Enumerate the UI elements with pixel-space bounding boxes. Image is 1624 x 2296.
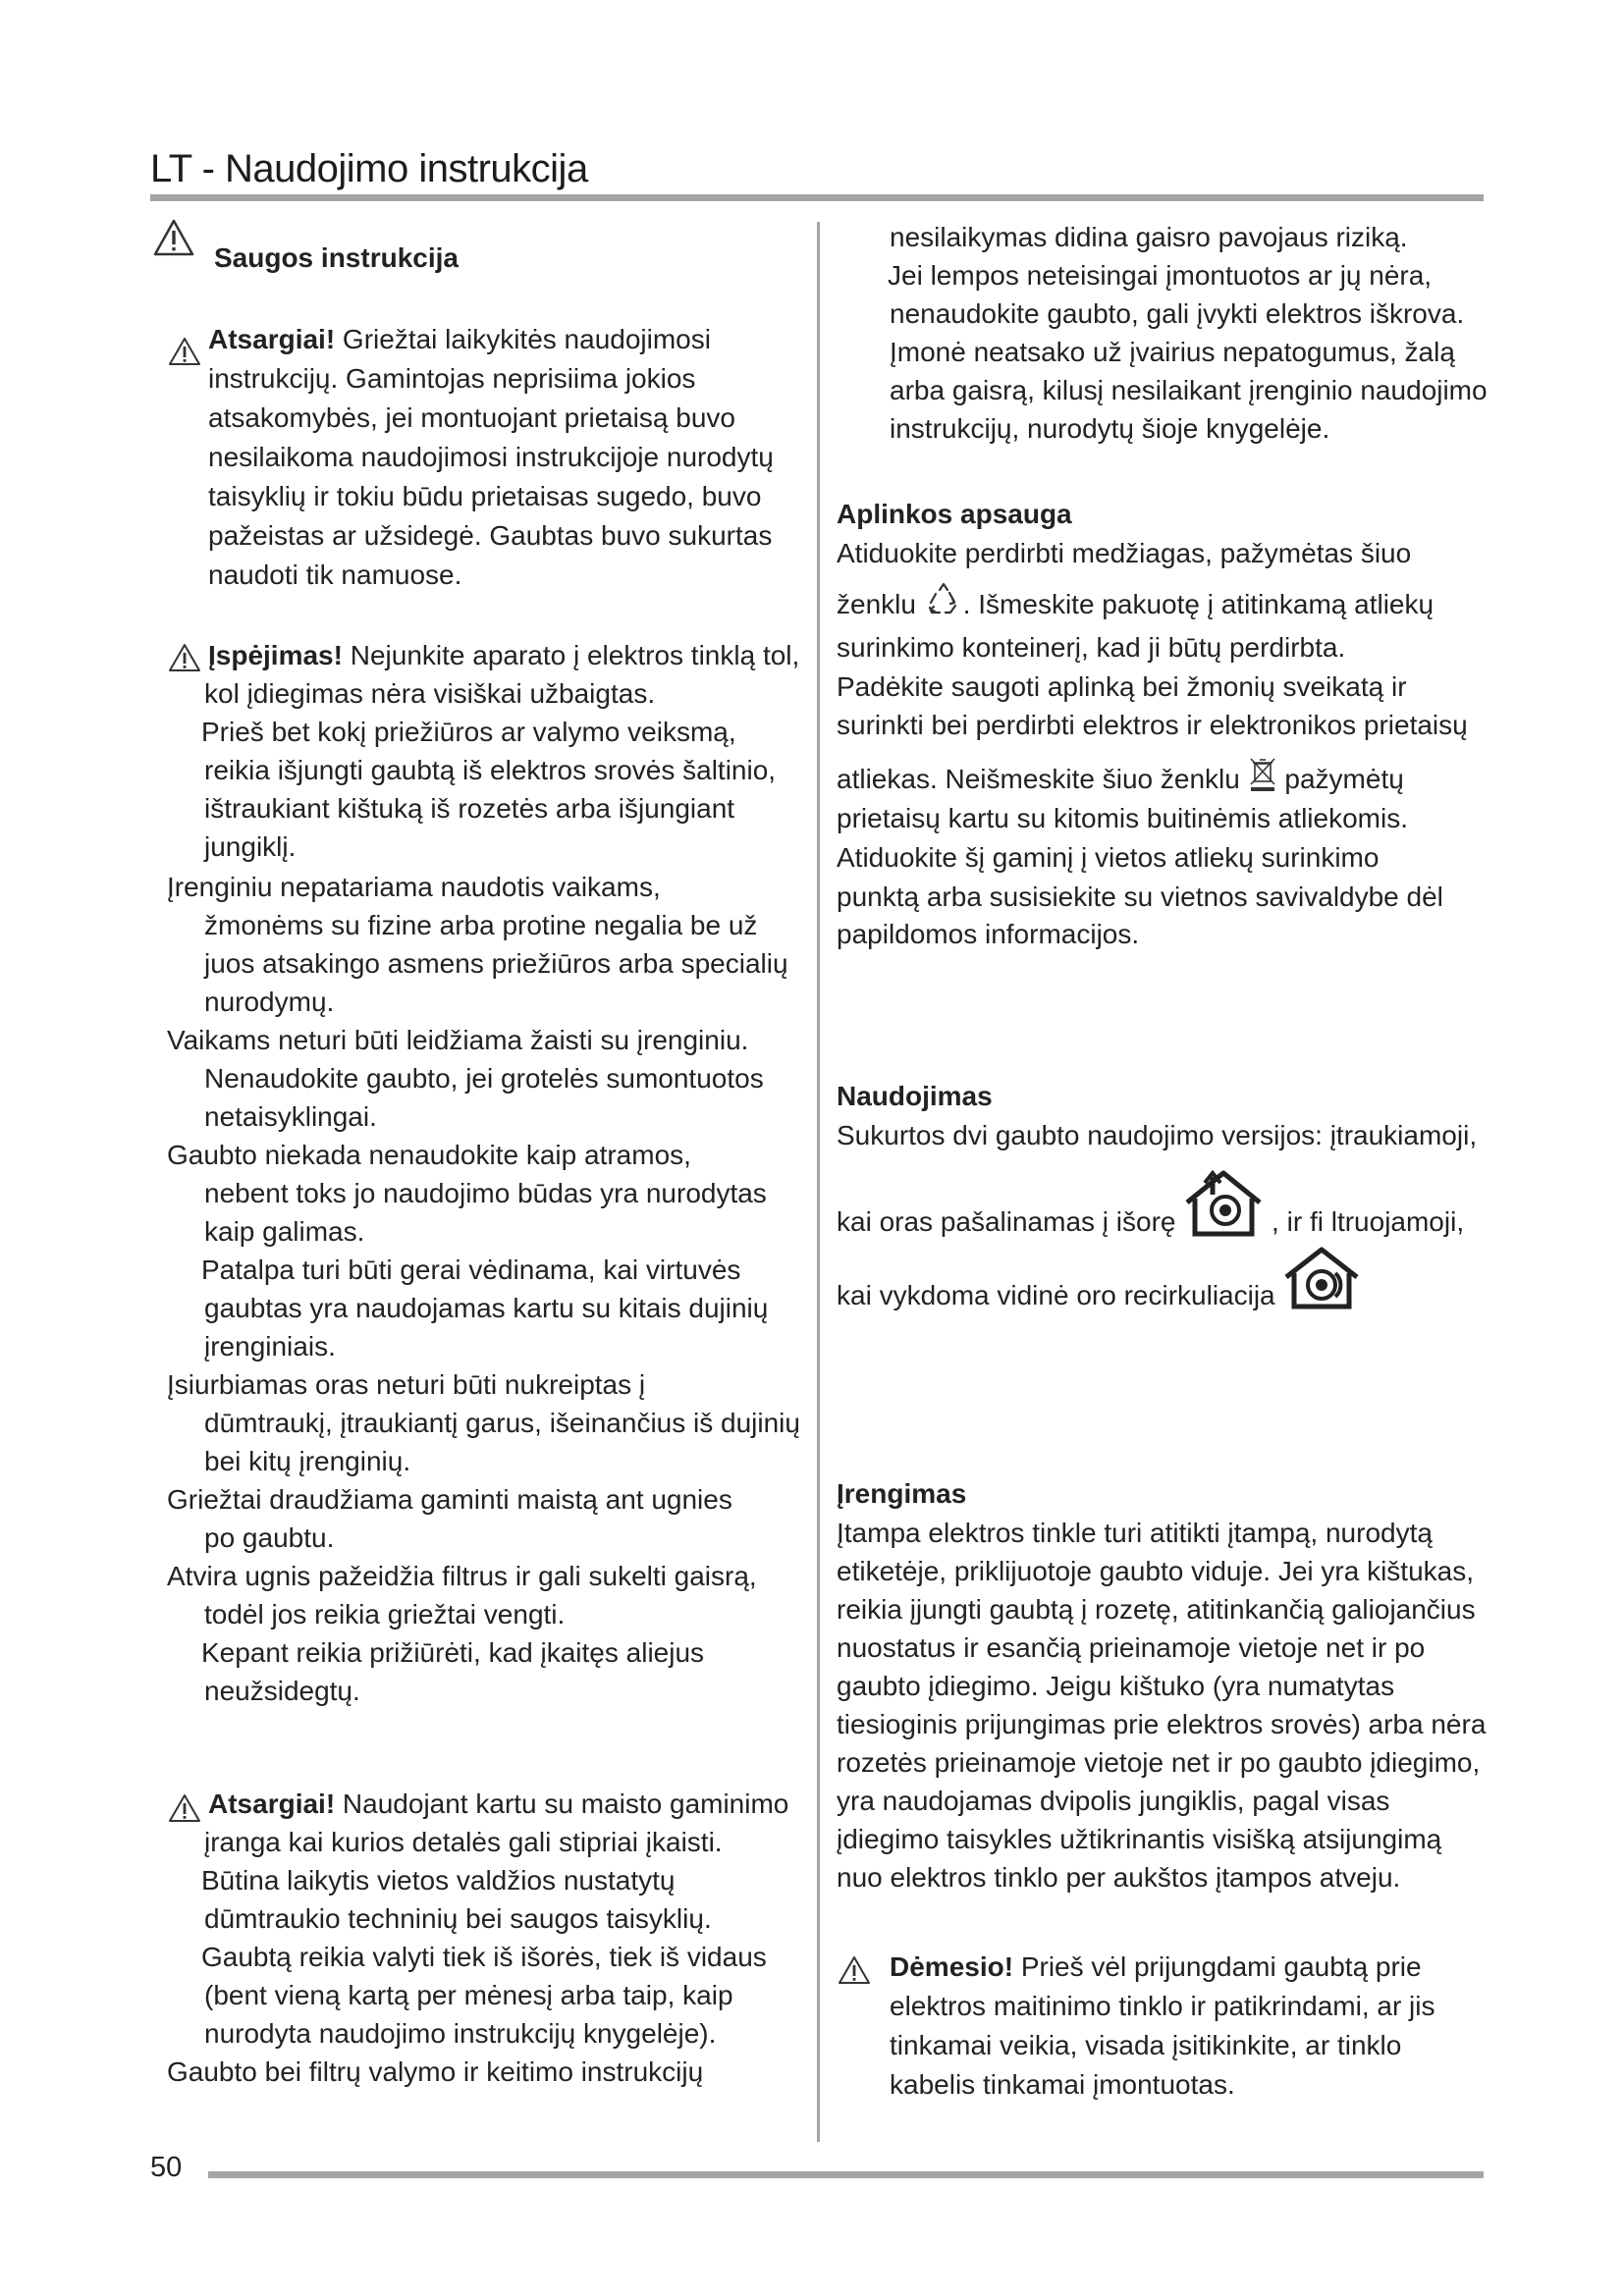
text-line: įrenginiais. — [204, 1331, 336, 1362]
text-line: jungiklį. — [204, 831, 297, 862]
warning-triangle-icon — [167, 1792, 202, 1824]
text-line: Padėkite saugoti aplinką bei žmonių sveikatą ir — [837, 671, 1407, 702]
text-line: Prieš bet kokį priežiūros ar valymo veiksmą, — [201, 717, 736, 747]
usage-line-recirculation: kai vykdoma vidinė oro recirkuliacija — [837, 1276, 1361, 1315]
text-line: Įmonė neatsako už įvairius nepatogumus, žalą — [890, 337, 1455, 367]
text-line: Atvira ugnis pažeidžia filtrus ir gali sukelti gaisrą, — [167, 1561, 757, 1591]
text-line: Būtina laikytis vietos valdžios nustatytų — [201, 1865, 676, 1896]
text-line: atsakomybės, jei montuojant prietaisą buvo — [208, 402, 735, 433]
text-line: todėl jos reikia griežtai vengti. — [204, 1599, 566, 1629]
text-line: etiketėje, priklijuotoje gaubto viduje. Jei yra kištukas, — [837, 1556, 1475, 1586]
recirculation-mode-icon — [1282, 1244, 1361, 1312]
text-line: punktą arba susisiekite su vietnos savivaldybe dėl — [837, 881, 1443, 912]
caution-label: Atsargiai! — [208, 324, 336, 354]
page-number: 50 — [150, 2152, 183, 2183]
warning-label: Įspėjimas! — [208, 640, 343, 670]
usage-heading: Naudojimas — [837, 1081, 993, 1111]
extraction-mode-icon — [1183, 1167, 1264, 1238]
header-rule — [150, 194, 1484, 201]
text-line: Jei lempos neteisingai įmontuotos ar jų nėra, — [888, 260, 1433, 291]
env-line-with-weee-icon: atliekas. Neišmeskite šiuo ženklu pažymėtų — [837, 760, 1404, 799]
text-line: Atiduokite šį gaminį į vietos atliekų surinkimo — [837, 842, 1380, 873]
text-line: nuo elektros tinklo per aukštos įtampos atveju. — [837, 1862, 1401, 1893]
text-line: (bent vieną kartą per mėnesį arba taip, kaip — [204, 1980, 733, 2010]
text-line: kabelis tinkamai įmontuotas. — [890, 2069, 1235, 2100]
text-line: reikia išjungti gaubtą iš elektros srovės šaltinio, — [204, 755, 777, 785]
environment-heading: Aplinkos apsauga — [837, 499, 1072, 529]
text-line: juos atsakingo asmens priežiūros arba specialių — [204, 948, 788, 979]
text-line: Įsiurbiamas oras neturi būti nukreiptas į — [167, 1369, 646, 1400]
footer-rule — [208, 2171, 1484, 2178]
text-line: nenaudokite gaubto, gali įvykti elektros iškrova. — [890, 298, 1465, 329]
warning-triangle-icon — [837, 1954, 872, 1986]
text-line: Patalpa turi būti gerai vėdinama, kai virtuvės — [201, 1255, 741, 1285]
text-line: Gaubto niekada nenaudokite kaip atramos, — [167, 1140, 691, 1170]
page-title: LT - Naudojimo instrukcija — [150, 147, 588, 190]
text-line: tinkamai veikia, visada įsitikinkite, ar tinklo — [890, 2030, 1402, 2060]
text-line: nebent toks jo naudojimo būdas yra nurodytas — [204, 1178, 767, 1208]
text-line: arba gaisrą, kilusį nesilaikant įrenginio naudojimo — [890, 375, 1488, 405]
text-line: prietaisų kartu su kitomis buitinėmis atliekomis. — [837, 803, 1408, 833]
caution-paragraph-first-line: Atsargiai! Naudojant kartu su maisto gaminimo — [208, 1789, 789, 1819]
text-line: surinkti bei perdirbti elektros ir elektronikos prietaisų — [837, 710, 1468, 740]
warning-triangle-icon — [167, 336, 202, 367]
text-line: gaubtas yra naudojamas kartu su kitais dujinių — [204, 1293, 769, 1323]
text-line: Įtampa elektros tinkle turi atitikti įtampą, nurodytą — [837, 1518, 1433, 1548]
safety-heading: Saugos instrukcija — [214, 242, 459, 273]
text-line: Griežtai draudžiama gaminti maistą ant ugnies — [167, 1484, 732, 1515]
recycle-icon — [924, 580, 963, 619]
text-line: elektros maitinimo tinklo ir patikrindami, ar jis — [890, 1991, 1435, 2021]
text-line: surinkimo konteinerį, kad ji būtų perdirbta. — [837, 632, 1346, 663]
text-line: ištraukiant kištuką iš rozetės arba išjungiant — [204, 793, 735, 824]
text-line: Kepant reikia prižiūrėti, kad įkaitęs aliejus — [201, 1637, 705, 1668]
text-line: rozetės prieinamoje vietoje net ir po gaubto įdiegimo, — [837, 1747, 1481, 1778]
env-line-with-recycle-icon: ženklu . Išmeskite pakuotę į atitinkamą atliekų — [837, 585, 1434, 624]
text-line: instrukcijų. Gamintojas neprisiima jokios — [208, 363, 696, 394]
text-line: Gaubtą reikia valyti tiek iš išorės, tiek iš vidaus — [201, 1942, 767, 1972]
text-line: kol įdiegimas nėra visiškai užbaigtas. — [204, 678, 656, 709]
text-line: nesilaikoma naudojimosi instrukcijoje nurodytų — [208, 442, 774, 472]
column-divider — [817, 222, 820, 2142]
warning-triangle-icon — [167, 642, 202, 673]
paragraph-first-line: Atsargiai! Griežtai laikykitės naudojimosi — [208, 324, 711, 354]
text-line: nurodyta naudojimo instrukcijų knygelėje). — [204, 2018, 717, 2049]
caution-label: Atsargiai! — [208, 1789, 336, 1819]
attention-paragraph — [890, 1948, 1435, 2105]
usage-line-extraction: kai oras pašalinamas į išorę , ir fi ltruojamoji, — [837, 1202, 1464, 1242]
text-line: žmonėms su fizine arba protine negalia be už — [204, 910, 758, 940]
text-line: papildomos informacijos. — [837, 919, 1140, 949]
text-line: Atiduokite perdirbti medžiagas, pažymėtas šiuo — [837, 538, 1412, 568]
text-line: įdiegimo taisykles užtikrinantis visišką atsijungimą — [837, 1824, 1442, 1854]
text-line: po gaubtu. — [204, 1522, 335, 1553]
text-line: taisyklių ir tokiu būdu prietaisas sugedo, buvo — [208, 481, 762, 511]
warning-paragraph-first-line: Įspėjimas! Nejunkite aparato į elektros tinklą tol, — [208, 640, 800, 670]
text-line: bei kitų įrenginių. — [204, 1446, 411, 1476]
installation-heading: Įrengimas — [837, 1478, 967, 1509]
crossed-bin-icon — [1248, 755, 1277, 792]
text-line: netaisyklingai. — [204, 1101, 377, 1132]
text-line: Įrenginiu nepatariama naudotis vaikams, — [167, 872, 661, 902]
text-line: naudoti tik namuose. — [208, 560, 462, 590]
attention-label: Dėmesio! — [890, 1951, 1014, 1982]
text-line: gaubto įdiegimo. Jeigu kištuko (yra numatytas — [837, 1671, 1395, 1701]
text-line: Nenaudokite gaubto, jei grotelės sumontuotos — [204, 1063, 764, 1094]
safety-paragraph-1 — [208, 320, 774, 595]
text-line: Sukurtos dvi gaubto naudojimo versijos: įtraukiamoji, — [837, 1120, 1478, 1150]
text-line: instrukcijų, nurodytų šioje knygelėje. — [890, 413, 1330, 444]
text-line: neužsidegtų. — [204, 1676, 360, 1706]
text-line: dūmtraukį, įtraukiantį garus, išeinančius iš dujinių — [204, 1408, 800, 1438]
text-line: yra naudojamas dvipolis jungiklis, pagal visas — [837, 1786, 1390, 1816]
text-line: pažeistas ar užsidegė. Gaubtas buvo sukurtas — [208, 520, 773, 551]
paragraph-first-line: Dėmesio! Prieš vėl prijungdami gaubtą prie — [890, 1951, 1422, 1982]
text-line: nuostatus ir esančią prieinamoje vietoje net ir po — [837, 1632, 1426, 1663]
text-line: Vaikams neturi būti leidžiama žaisti su įrenginiu. — [167, 1025, 749, 1055]
text-line: dūmtraukio techninių bei saugos taisyklių. — [204, 1903, 712, 1934]
text-line: tiesioginis prijungimas prie elektros srovės) arba nėra — [837, 1709, 1487, 1739]
text-line: kaip galimas. — [204, 1216, 365, 1247]
text-line: nesilaikymas didina gaisro pavojaus riziką. — [890, 222, 1408, 252]
text-line: Gaubto bei filtrų valymo ir keitimo instrukcijų — [167, 2056, 704, 2087]
text-line: įranga kai kurios detalės gali stipriai įkaisti. — [204, 1827, 723, 1857]
warning-triangle-icon — [152, 218, 195, 257]
text-line: reikia įjungti gaubtą į rozetę, atitinkančią galiojančius — [837, 1594, 1476, 1625]
text-line: nurodymų. — [204, 987, 335, 1017]
